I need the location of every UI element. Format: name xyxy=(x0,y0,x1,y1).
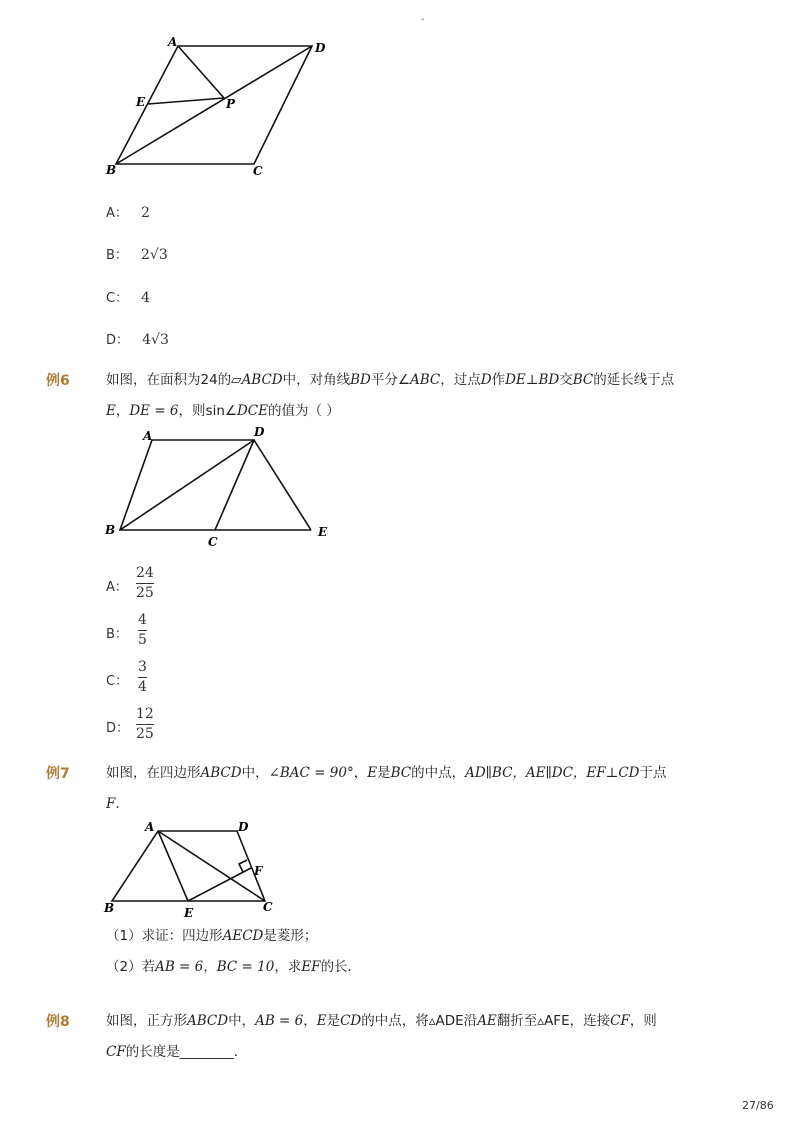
math: ABCD xyxy=(200,765,242,781)
math: F xyxy=(106,796,116,812)
text: 作 xyxy=(491,372,506,388)
text: ，则sin∠ xyxy=(178,403,237,419)
math: D xyxy=(480,372,492,388)
math: AB = 6，BC = 10 xyxy=(155,959,275,975)
numerator: 3 xyxy=(138,659,147,675)
math: DCE xyxy=(236,403,268,419)
option-letter: C： xyxy=(106,291,129,306)
figure-example-6 xyxy=(100,424,340,548)
fig6-label-e: E xyxy=(318,525,328,539)
fraction-bar xyxy=(136,724,154,725)
page-number: 27/86 xyxy=(742,1099,774,1112)
option-letter: A： xyxy=(106,206,128,221)
fig1-segment-ap xyxy=(178,46,224,98)
top-mark: - xyxy=(421,14,425,25)
text: . xyxy=(115,796,120,812)
text: ，求 xyxy=(274,959,302,975)
math: BC xyxy=(390,765,412,781)
fig1-label-a: A xyxy=(168,35,178,49)
math: ABCD xyxy=(187,1013,229,1029)
text: 交 xyxy=(559,372,573,388)
text: 的值为（ ） xyxy=(268,403,340,419)
example-6-question-line1 xyxy=(106,370,674,390)
math: AD∥BC，AE∥DC，EF⊥CD xyxy=(465,765,640,781)
fig6-label-c: C xyxy=(208,535,218,548)
example-7-subquestion-1 xyxy=(106,926,317,946)
ex6-option-b-letter[interactable]: B： xyxy=(106,627,128,642)
label-number: 6 xyxy=(60,373,70,389)
text: ， xyxy=(115,403,130,419)
option-letter: D： xyxy=(106,333,130,348)
fig7-quadrilateral xyxy=(112,831,265,901)
fig7-label-e: E xyxy=(184,906,194,920)
text: 中，对角线 xyxy=(282,372,351,388)
text: ，则 xyxy=(629,1013,657,1029)
text: 是 xyxy=(377,765,391,781)
text: 的中点，将▵ADE沿 xyxy=(361,1013,478,1029)
ex6-option-d-letter[interactable]: D： xyxy=(106,721,130,736)
fig7-label-c: C xyxy=(263,900,273,914)
text: 如图，在四边形 xyxy=(106,765,201,781)
option-letter: B： xyxy=(106,248,128,263)
fig1-label-c: C xyxy=(253,164,263,178)
math: CF xyxy=(610,1013,630,1029)
math: DE = 6 xyxy=(129,403,179,419)
fig1-segment-ep xyxy=(148,98,224,104)
example-8-question-line2 xyxy=(106,1042,247,1062)
denominator: 5 xyxy=(138,632,147,648)
text: 翻折至▵AFE，连接 xyxy=(496,1013,611,1029)
text: ． xyxy=(233,1044,248,1060)
ex6-option-b-fraction[interactable] xyxy=(138,612,147,649)
math: E xyxy=(316,1013,327,1029)
math: DE⊥BD xyxy=(505,372,560,388)
denominator: 25 xyxy=(136,585,154,601)
math: ABC xyxy=(410,372,441,388)
ex6-option-d-fraction[interactable] xyxy=(136,706,154,743)
fig1-label-b: B xyxy=(106,163,117,177)
math: AECD xyxy=(222,928,264,944)
numerator: 24 xyxy=(136,565,154,581)
example-7-label xyxy=(46,763,70,783)
numerator: 4 xyxy=(138,612,147,628)
example-7-question-line1 xyxy=(106,763,666,783)
fig7-diagonal-ac xyxy=(158,831,265,901)
text: 是菱形； xyxy=(263,928,318,944)
math: EF xyxy=(301,959,321,975)
example-8-question-line1 xyxy=(106,1011,657,1031)
math: BD xyxy=(350,372,371,388)
fig7-segment-ef xyxy=(188,868,251,901)
text: 中， xyxy=(241,765,269,781)
math: ABCD xyxy=(241,372,283,388)
option-value: 2√3 xyxy=(141,247,168,263)
label-prefix: 例 xyxy=(46,766,60,782)
text: （2）若 xyxy=(106,959,156,975)
text: 的长度是 xyxy=(125,1044,180,1060)
text: ， xyxy=(353,765,368,781)
text: 的延长线于点 xyxy=(593,372,675,388)
text: 如图，在面积为24的▱ xyxy=(106,372,242,388)
math: E xyxy=(106,403,116,419)
text: 中， xyxy=(228,1013,256,1029)
example-7-subquestion-2 xyxy=(106,957,361,977)
text: 平分∠ xyxy=(370,372,410,388)
math: AE xyxy=(477,1013,497,1029)
example-6-label xyxy=(46,370,70,390)
denominator: 4 xyxy=(138,679,147,695)
fig6-segment-de xyxy=(254,440,311,530)
figure-example-7 xyxy=(100,816,290,924)
fig6-label-b: B xyxy=(105,523,116,537)
label-number: 7 xyxy=(60,766,70,782)
example-7-question-line2 xyxy=(106,794,120,814)
q5-option-d[interactable] xyxy=(106,329,169,348)
math: AB = 6 xyxy=(255,1013,304,1029)
q5-option-b[interactable] xyxy=(106,244,168,263)
ex6-option-a-fraction[interactable] xyxy=(136,565,154,602)
ex6-option-c-fraction[interactable] xyxy=(138,659,147,696)
option-value: 4 xyxy=(141,290,151,306)
math: CF xyxy=(106,1044,126,1060)
fig7-label-a: A xyxy=(145,820,155,834)
label-number: 8 xyxy=(60,1014,70,1030)
fig6-label-d: D xyxy=(254,425,265,439)
fig1-label-d: D xyxy=(315,41,326,55)
denominator: 25 xyxy=(136,726,154,742)
fig7-label-d: D xyxy=(238,820,249,834)
text: 的长． xyxy=(320,959,362,975)
ex6-option-c-letter[interactable]: C： xyxy=(106,674,129,689)
example-8-label xyxy=(46,1011,70,1031)
numerator: 12 xyxy=(136,706,154,722)
fraction-bar xyxy=(136,583,154,584)
answer-blank[interactable]: ________ xyxy=(179,1044,234,1060)
q5-option-a[interactable] xyxy=(106,202,150,221)
text: ， xyxy=(303,1013,317,1029)
option-value: 4√3 xyxy=(142,332,169,348)
fig1-label-e: E xyxy=(136,95,146,109)
fig6-label-a: A xyxy=(143,429,153,443)
fig7-label-f: F xyxy=(254,864,263,878)
figure-parallelogram-apd xyxy=(100,34,340,184)
fraction-bar xyxy=(138,630,147,631)
label-prefix: 例 xyxy=(46,373,60,389)
text: 的中点， xyxy=(411,765,466,781)
text: 于点 xyxy=(639,765,667,781)
fig7-label-b: B xyxy=(104,901,115,915)
math: BC xyxy=(572,372,594,388)
math: CD xyxy=(340,1013,362,1029)
text: 如图，正方形 xyxy=(106,1013,187,1029)
math: E xyxy=(367,765,378,781)
example-6-question-line2 xyxy=(106,401,340,421)
label-prefix: 例 xyxy=(46,1014,60,1030)
text: ，过点 xyxy=(440,372,481,388)
fig1-label-p: P xyxy=(226,97,236,111)
q5-option-c[interactable] xyxy=(106,287,150,306)
fraction-bar xyxy=(138,677,147,678)
text: 是 xyxy=(326,1013,341,1029)
ex6-option-a-letter[interactable]: A： xyxy=(106,580,128,595)
option-value: 2 xyxy=(141,205,150,221)
math: ∠BAC = 90° xyxy=(268,765,354,781)
text: （1）求证：四边形 xyxy=(106,928,223,944)
